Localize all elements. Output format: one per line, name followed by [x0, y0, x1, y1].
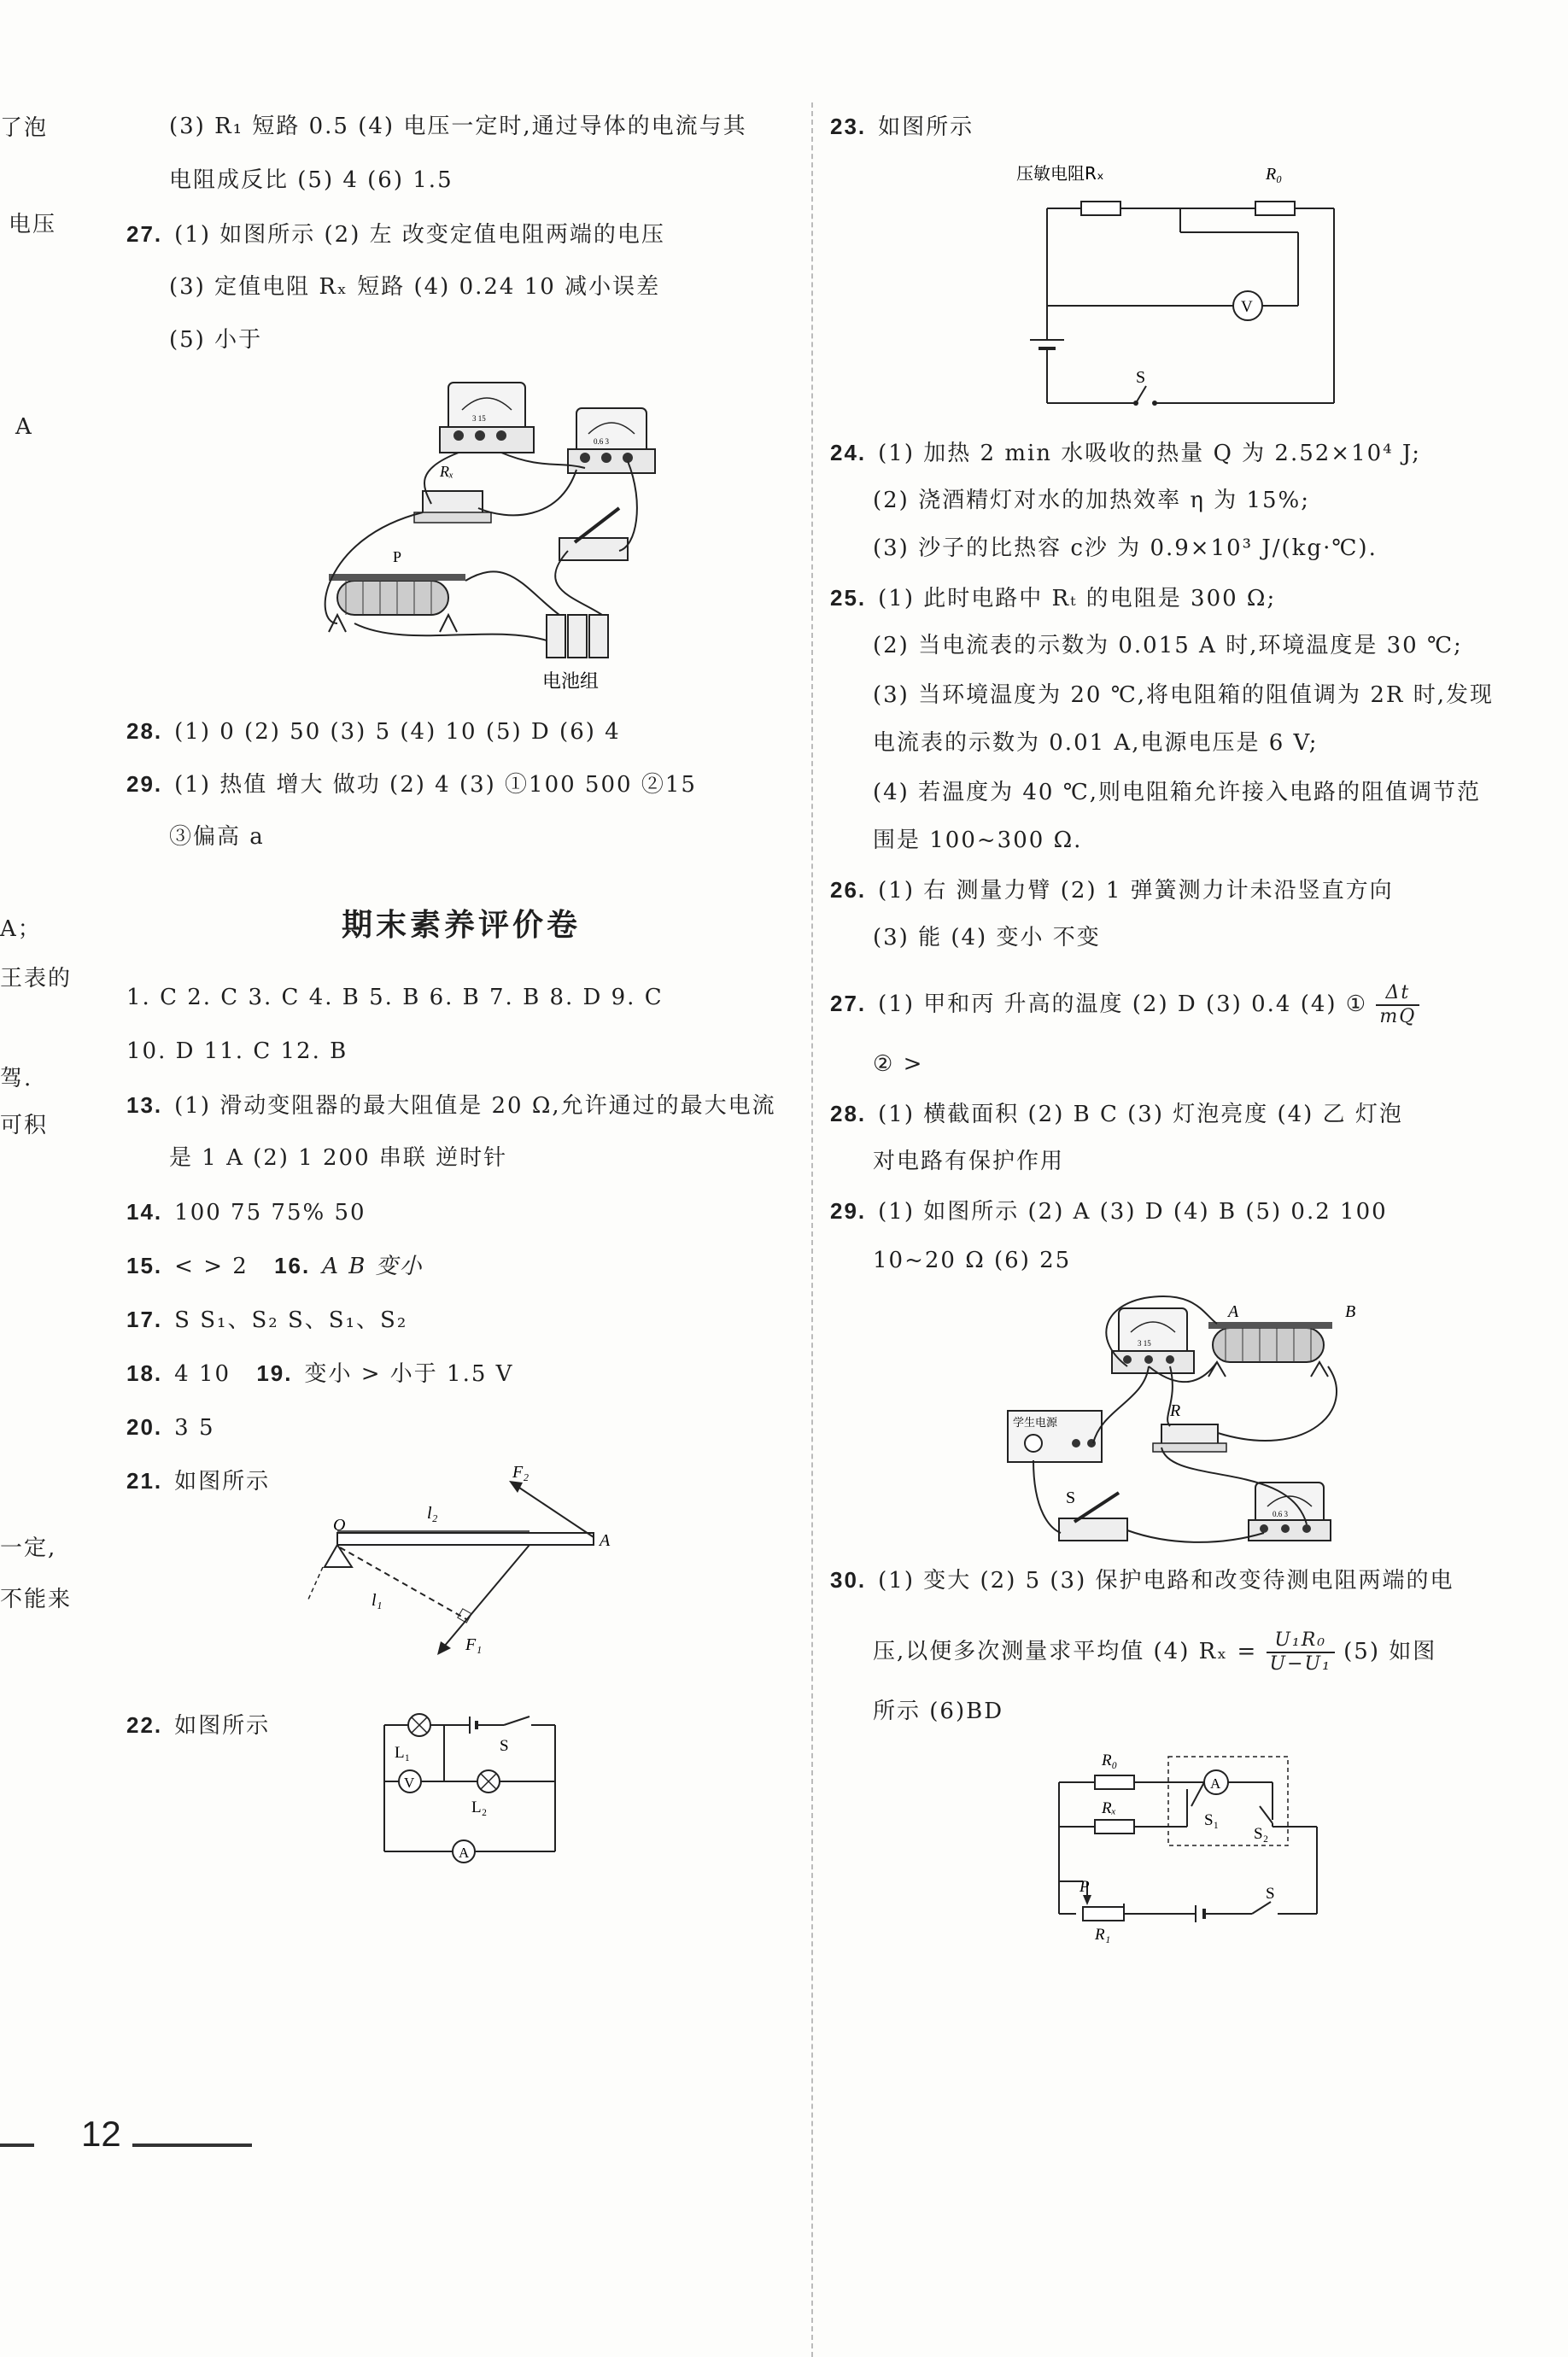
edge-text: A [15, 414, 33, 440]
answer-text: S S₁、S₂ S、S₁、S₂ [174, 1307, 408, 1333]
voltmeter-icon [399, 1770, 421, 1793]
question-number: 28. [830, 1101, 867, 1126]
answer-text: (1) 此时电路中 Rₜ 的电阻是 300 Ω; [878, 586, 1277, 611]
answer-text: (1) 右 测量力臂 (2) 1 弹簧测力计未沿竖直方向 [878, 878, 1394, 904]
meter-scale: 0.6 3 [594, 437, 609, 446]
question-number: 29. [126, 771, 163, 797]
answer-26 [830, 874, 1394, 906]
label-a: A [600, 1531, 611, 1550]
circuit-figure-29 [999, 1290, 1384, 1571]
question-number: 27. [830, 991, 867, 1016]
answer-line: ② > [873, 1051, 924, 1077]
edge-text: 电压 [9, 212, 57, 237]
label-r: R [1170, 1401, 1181, 1420]
answer-line: (2) 浇酒精灯对水的加热效率 η 为 15%; [873, 488, 1311, 513]
battery-label: 电池组 [542, 671, 600, 693]
answer-text: 压,以便多次测量求平均值 (4) Rₓ = [873, 1639, 1258, 1664]
question-number: 20. [126, 1414, 163, 1440]
lamp-icon [408, 1714, 430, 1736]
answer-14 [126, 1196, 366, 1228]
edge-text: A； [0, 916, 42, 942]
answer-20 [126, 1412, 215, 1443]
fraction [1267, 1629, 1335, 1676]
label-p: P [393, 548, 402, 565]
label-s: S [1266, 1885, 1275, 1903]
label-l2: l₂ [427, 1504, 438, 1523]
answer-30 [830, 1565, 1454, 1596]
answer-text: (1) 热值 增大 做功 (2) 4 (3) ①100 500 ②15 [174, 772, 697, 798]
answer-text: (1) 加热 2 min 水吸收的热量 Q 为 2.52×10⁴ J; [878, 441, 1421, 466]
switch-icon [559, 508, 628, 560]
label-f1: F₁ [465, 1635, 483, 1654]
label-f2: F₂ [512, 1463, 529, 1482]
fraction-numerator: U₁R₀ [1267, 1629, 1335, 1653]
answer-line: (1) 如图所示 (2) 左 改变定值电阻两端的电压 [174, 222, 665, 248]
label-a: A [1228, 1302, 1239, 1321]
answer-21 [126, 1465, 270, 1497]
circuit-figure-27 [303, 367, 662, 700]
answer-22 [126, 1710, 270, 1741]
label-rx: Rₓ [1102, 1799, 1117, 1817]
question-number: 21. [126, 1468, 163, 1494]
answer-line: 是 1 A (2) 1 200 串联 逆时针 [169, 1145, 508, 1171]
answer-line: (3) R₁ 短路 0.5 (4) 电压一定时,通过导体的电流与其 [169, 114, 747, 139]
resistor-icon [1095, 1820, 1134, 1834]
question-number: 27. [126, 221, 163, 247]
answer-line: (3) 沙子的比热容 c沙 为 0.9×10³ J/(kg·℃). [873, 535, 1378, 561]
resistor-icon [1095, 1775, 1134, 1789]
answer-text: (1) 甲和丙 升高的温度 (2) D (3) 0.4 (4) ① [878, 991, 1368, 1017]
answer-text: < > 2 [174, 1254, 249, 1279]
label-l2: L₂ [471, 1798, 488, 1816]
edge-text: 不能来 [0, 1587, 73, 1612]
meter-scale: 3 15 [1138, 1339, 1151, 1348]
answer-text: (1) 横截面积 (2) B C (3) 灯泡亮度 (4) 乙 灯泡 [878, 1102, 1403, 1127]
label-s: S [500, 1737, 509, 1755]
label-s2: S₂ [1254, 1825, 1269, 1843]
answer-line: 电阻成反比 (5) 4 (6) 1.5 [169, 167, 453, 193]
question-number: 17. [126, 1307, 163, 1332]
edge-text: 驾. [0, 1066, 33, 1091]
page-rule [0, 2144, 34, 2147]
question-number: 18. [126, 1360, 163, 1386]
answer-15-16 [126, 1250, 424, 1282]
label-l1: l₁ [372, 1591, 383, 1610]
answer-text: 4 10 [174, 1361, 231, 1387]
rheostat-icon [329, 574, 465, 632]
answer-line: 电流表的示数为 0.01 A,电源电压是 6 V; [873, 730, 1319, 756]
fraction-denominator: U−U₁ [1269, 1653, 1331, 1675]
circuit-figure-23 [1008, 154, 1349, 410]
fraction-numerator: Δt [1376, 982, 1419, 1006]
ammeter-icon [453, 1840, 475, 1863]
answer-28r [830, 1098, 1403, 1130]
answer-28 [126, 716, 621, 747]
rheostat-icon [1208, 1322, 1332, 1377]
answer-line: 围是 100~300 Ω. [873, 828, 1083, 853]
answer-line: 对电路有保护作用 [873, 1149, 1065, 1174]
section-title: 期末素养评价卷 [342, 908, 582, 943]
answer-text: A B 变小 [322, 1254, 424, 1279]
answer-23 [830, 111, 974, 143]
answer-text: (1) 0 (2) 50 (3) 5 (4) 10 (5) D (6) 4 [174, 719, 621, 745]
pivot-icon [325, 1545, 352, 1567]
mc-answers-row: 1. C 2. C 3. C 4. B 5. B 6. B 7. B 8. D 9. C [126, 985, 664, 1010]
answer-text: (1) 变大 (2) 5 (3) 保护电路和改变待测电阻两端的电 [878, 1568, 1454, 1594]
resistor-icon [1153, 1424, 1226, 1452]
circuit-figure-30 [1042, 1738, 1349, 1943]
voltmeter-icon [1233, 291, 1262, 320]
answer-line: (4) 若温度为 40 ℃,则电阻箱允许接入电路的阻值调节范 [873, 780, 1482, 805]
label-s1: S₁ [1204, 1811, 1220, 1829]
label-b: B [1345, 1302, 1356, 1321]
question-number: 16. [274, 1253, 311, 1278]
ammeter-icon [440, 383, 534, 453]
label-r1: R₁ [1095, 1926, 1111, 1943]
question-number: 19. [256, 1360, 293, 1386]
question-number: 25. [830, 585, 867, 611]
edge-text: 一定, [0, 1535, 57, 1561]
edge-text: 可积 [0, 1113, 49, 1138]
meter-label: V [1241, 298, 1253, 316]
edge-text: 了泡 [0, 115, 49, 141]
answer-line: (2) 当电流表的示数为 0.015 A 时,环境温度是 30 ℃; [873, 633, 1463, 658]
answer-text: (5) 如图 [1343, 1639, 1437, 1664]
answer-line: (3) 能 (4) 变小 不变 [873, 925, 1101, 950]
label-o: O [333, 1516, 346, 1535]
answer-text: (1) 如图所示 (2) A (3) D (4) B (5) 0.2 100 [878, 1199, 1388, 1225]
label-s: S [1136, 368, 1146, 387]
meter-label: V [404, 1775, 415, 1791]
column-divider [811, 102, 813, 2357]
supply-label: 学生电源 [1013, 1417, 1058, 1430]
lever-figure-21 [299, 1452, 623, 1665]
resistor-icon [1081, 202, 1120, 215]
label-l1: L₁ [395, 1744, 411, 1762]
answer-17 [126, 1304, 407, 1336]
answer-line: (3) 定值电阻 Rₓ 短路 (4) 0.24 10 减小误差 [169, 274, 661, 300]
answer-line: (3) 当环境温度为 20 ℃,将电阻箱的阻值调为 2R 时,发现 [873, 682, 1494, 708]
question-number: 14. [126, 1199, 163, 1225]
answer-13 [126, 1090, 776, 1121]
label-rx: Rₓ [440, 463, 454, 480]
answer-24 [830, 437, 1421, 469]
answer-text: 如图所示 [174, 1713, 271, 1739]
question-number: 30. [830, 1567, 867, 1593]
fraction [1376, 982, 1419, 1028]
label-r0: R₀ [1102, 1752, 1118, 1769]
ammeter-icon [1204, 1770, 1228, 1794]
rheostat-icon [1083, 1907, 1124, 1921]
power-supply-icon [1008, 1411, 1102, 1462]
answer-30-line2 [873, 1629, 1436, 1676]
resistor-icon [1255, 202, 1295, 215]
question-number: 23. [830, 114, 867, 139]
answer-text: 如图所示 [174, 1469, 271, 1494]
mc-answers-row: 10. D 11. C 12. B [126, 1038, 348, 1064]
edge-text: 王表的 [0, 966, 73, 991]
meter-label: A [459, 1845, 470, 1861]
label-p: P [1079, 1878, 1090, 1896]
answer-line: 所示 (6)BD [873, 1699, 1004, 1724]
answer-18-19 [126, 1358, 513, 1389]
answer-text: 如图所示 [878, 114, 974, 140]
answer-29r [830, 1196, 1388, 1227]
answer-29 [126, 769, 697, 800]
meter-scale: 0.6 3 [1273, 1510, 1288, 1518]
answer-text: 3 5 [174, 1415, 215, 1441]
label-rx: 压敏电阻Rₓ [1016, 163, 1104, 184]
answer-text: (1) 滑动变阻器的最大阻值是 20 Ω,允许通过的最大电流 [174, 1093, 776, 1119]
question-number: 28. [126, 718, 163, 744]
fraction-denominator: mQ [1379, 1006, 1417, 1027]
question-number: 22. [126, 1712, 163, 1738]
page-number: 12 [81, 2114, 121, 2154]
answer-text: 100 75 75% 50 [174, 1200, 366, 1225]
answer-line: (5) 小于 [169, 327, 263, 353]
lamp-icon [477, 1770, 500, 1793]
answer-text: 变小 > 小于 1.5 V [304, 1361, 514, 1387]
answer-27r [830, 982, 1419, 1028]
answer-line: ③偏高 a [169, 824, 265, 850]
meter-scale: 3 15 [472, 414, 486, 423]
resistor-icon [414, 491, 491, 523]
answer-27 [126, 219, 665, 250]
voltmeter-icon [1249, 1483, 1331, 1541]
question-number: 24. [830, 440, 867, 465]
battery-icon [547, 615, 608, 658]
meter-label: A [1210, 1775, 1221, 1792]
question-number: 26. [830, 877, 867, 903]
question-number: 15. [126, 1253, 163, 1278]
page-rule [132, 2144, 252, 2147]
label-s: S [1066, 1488, 1076, 1507]
answer-line: 10~20 Ω (6) 25 [873, 1248, 1072, 1273]
voltmeter-icon [568, 408, 655, 473]
question-number: 29. [830, 1198, 867, 1224]
answer-25 [830, 582, 1276, 614]
label-r0: R₀ [1266, 165, 1283, 184]
circuit-figure-22 [376, 1699, 572, 1870]
question-number: 13. [126, 1092, 163, 1118]
